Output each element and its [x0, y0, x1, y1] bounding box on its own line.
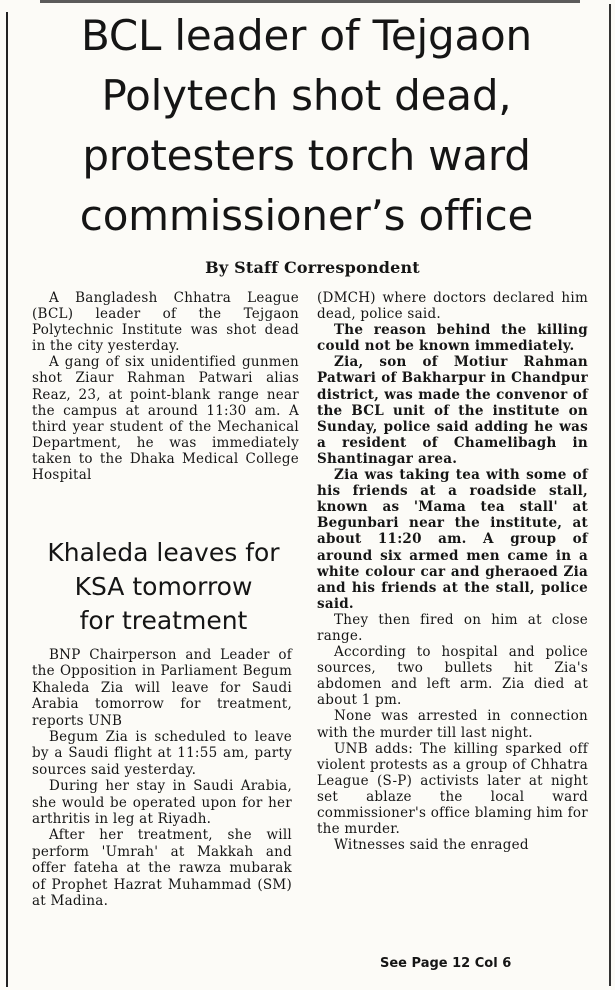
continuation-jump-line: See Page 12 Col 6	[380, 956, 512, 971]
sidebar-headline-line-3: for treatment	[79, 606, 248, 635]
headline-line-4: commissioner’s office	[79, 191, 534, 240]
sidebar-headline	[22, 536, 305, 638]
article-paragraph: They then fired on him at close range.	[317, 611, 588, 644]
article-paragraph: Zia was taking tea with some of his friends at a roadside stall, known as 'Mama tea stall' at Begunbari near the institute, at about 11:20 am. A group of around six armed men came in a white colour car and gheraoed Zia and his friends at the stall, police said.	[317, 467, 588, 612]
article-paragraph: UNB adds: The killing sparked off violent protests as a group of Chhatra League (S-P) activists later at night set ablaze the local ward commissioner's office blaming him for the murder.	[317, 740, 588, 838]
left-border-rule	[6, 12, 8, 987]
article-paragraph: Zia, son of Motiur Rahman Patwari of Bakharpur in Chandpur district, was made the convenor of the BCL unit of the institute on Sunday, police said adding he was a resident of Chamelibagh in Shantinagar area.	[317, 354, 588, 467]
article-right-column	[317, 290, 588, 853]
headline-line-2: Polytech shot dead,	[101, 71, 512, 120]
sidebar-headline-line-2: KSA tomorrow	[74, 572, 253, 601]
article-paragraph: A Bangladesh Chhatra League (BCL) leader of the Tejgaon Polytechnic Institute was shot dead in the city yesterday.	[32, 290, 299, 355]
headline-line-1: BCL leader of Tejgaon	[81, 11, 532, 60]
sidebar-paragraph: BNP Chairperson and Leader of the Opposition in Parliament Begum Khaleda Zia will leave for Saudi Arabia tomorrow for treatment, reports UNB	[32, 647, 292, 729]
sidebar-paragraph: Begum Zia is scheduled to leave by a Saudi flight at 11:55 am, party sources said yesterday.	[32, 729, 292, 778]
top-rule	[40, 0, 580, 3]
sidebar-story-body	[32, 647, 292, 910]
article-paragraph: (DMCH) where doctors declared him dead, police said.	[317, 290, 588, 323]
right-border-rule	[609, 4, 611, 986]
sidebar-headline-line-1: Khaleda leaves for	[47, 538, 280, 567]
article-paragraph: The reason behind the killing could not be known immediately.	[317, 322, 588, 355]
sidebar-paragraph: During her stay in Saudi Arabia, she would be operated upon for her arthritis in leg at Riyadh.	[32, 778, 292, 828]
headline-line-3: protesters torch ward	[82, 131, 531, 180]
article-paragraph: None was arrested in connection with the murder till last night.	[317, 708, 588, 741]
main-headline	[14, 6, 599, 246]
article-paragraph: A gang of six unidentified gunmen shot Ziaur Rahman Patwari alias Reaz, 23, at point-blank range near the campus at around 11:30 am. A third year student of the Mechanical Department, he was immediately taken to the Dhaka Medical College Hospital	[32, 354, 299, 484]
article-left-column	[32, 290, 299, 483]
article-paragraph: Witnesses said the enraged	[334, 837, 529, 854]
article-paragraph: According to hospital and police sources, two bullets hit Zia's abdomen and left arm. Zia died at about 1 pm.	[317, 644, 588, 709]
sidebar-paragraph: After her treatment, she will perform 'Umrah' at Makkah and offer fateha at the rawza mubarak of Prophet Hazrat Muhammad (SM) at Madina.	[32, 827, 292, 910]
byline: By Staff Correspondent	[205, 258, 420, 277]
